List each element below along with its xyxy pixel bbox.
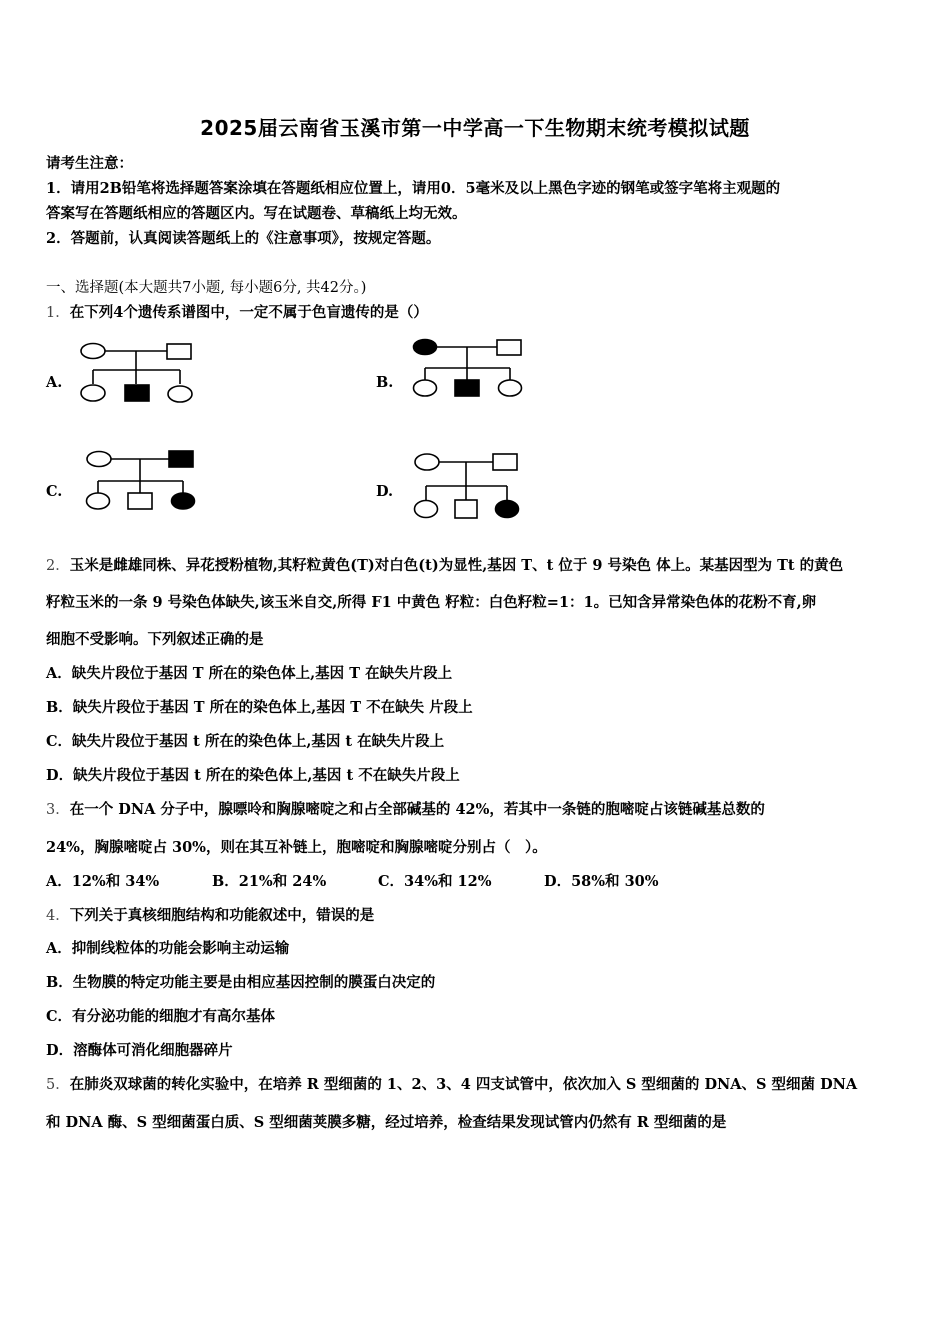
- option-d-label: D.: [376, 483, 394, 500]
- question-3-line2: 24%，胸腺嘧啶占 30%，则在其互补链上，胞嘧啶和胸腺嘧啶分别占（ ）。: [46, 839, 547, 856]
- q3-option-b: B．21%和 24%: [212, 873, 327, 890]
- female-normal-icon: [415, 501, 438, 518]
- question-1: [46, 301, 428, 322]
- question-2-line2: 籽粒玉米的一条 9 号染色体缺失,该玉米自交,所得 F1 中黄色 籽粒：白色籽粒=1：1。已知含异常染色体的花粉不育,卵: [46, 594, 817, 611]
- q3-option-d: D．58%和 30%: [544, 873, 659, 890]
- notice-item2: 2．答题前，认真阅读答题纸上的《注意事项》，按规定答题。: [46, 230, 441, 247]
- female-affected-icon: [496, 501, 519, 518]
- exam-title: 2025届云南省玉溪市第一中学高一下生物期末统考模拟试题: [200, 116, 750, 140]
- female-normal-icon: [414, 380, 437, 396]
- q4-option-c: C．有分泌功能的细胞才有高尔基体: [46, 1008, 276, 1025]
- female-normal-icon: [81, 385, 105, 401]
- male-affected-icon: [125, 385, 149, 401]
- male-normal-icon: [493, 454, 517, 470]
- q2-option-c: C．缺失片段位于基因 t 所在的染色体上,基因 t 在缺失片段上: [46, 733, 445, 750]
- question-4: [46, 904, 374, 925]
- female-normal-icon: [499, 380, 522, 396]
- question-stem: 玉米是雌雄同株、异花授粉植物,其籽粒黄色(T)对白色(t)为显性,基因 T、t 位于 9 号染色 体上。某基因型为 Tt 的黄色: [69, 557, 844, 574]
- male-normal-icon: [128, 493, 152, 509]
- pedigree-b: [410, 334, 540, 404]
- q3-option-c: C．34%和 12%: [378, 873, 492, 890]
- question-5-line2: 和 DNA 酶、S 型细菌蛋白质、S 型细菌荚膜多糖，经过培养，检查结果发现试管内仍然有 R 型细菌的是: [46, 1114, 727, 1131]
- q4-option-a: A．抑制线粒体的功能会影响主动运输: [46, 940, 290, 957]
- female-affected-icon: [172, 493, 195, 509]
- male-affected-icon: [455, 380, 479, 396]
- pedigree-a: [75, 338, 205, 408]
- question-2-line3: 细胞不受影响。下列叙述正确的是: [46, 631, 264, 648]
- question-number: 4．: [46, 908, 70, 924]
- male-affected-icon: [169, 451, 193, 467]
- question-3-line1: [46, 798, 765, 819]
- pedigree-c: [80, 446, 210, 516]
- q3-option-a: A．12%和 34%: [46, 873, 160, 890]
- section-heading: 一、选择题(本大题共7小题, 每小题6分, 共42分。): [46, 280, 367, 296]
- question-stem: 在肺炎双球菌的转化实验中，在培养 R 型细菌的 1、2、3、4 四支试管中，依次加入 S 型细菌的 DNA、S 型细菌 DNA: [69, 1076, 858, 1093]
- q2-option-a: A．缺失片段位于基因 T 所在的染色体上,基因 T 在缺失片段上: [46, 665, 453, 682]
- q4-option-d: D．溶酶体可消化细胞器碎片: [46, 1042, 233, 1059]
- female-normal-icon: [87, 493, 110, 509]
- pedigree-d: [410, 448, 540, 523]
- option-b-label: B.: [376, 374, 394, 391]
- male-normal-icon: [497, 340, 521, 355]
- question-number: 5．: [46, 1077, 70, 1093]
- question-stem: 在一个 DNA 分子中，腺嘌呤和胸腺嘧啶之和占全部碱基的 42%，若其中一条链的胞嘧啶占该链碱基总数的: [69, 801, 765, 818]
- female-normal-icon: [81, 344, 105, 359]
- option-a-label: A.: [46, 374, 63, 391]
- female-normal-icon: [87, 452, 111, 467]
- option-c-label: C.: [46, 483, 63, 500]
- notice-heading: 请考生注意：: [46, 155, 133, 172]
- question-number: 1．: [46, 305, 70, 321]
- q2-option-d: D．缺失片段位于基因 t 所在的染色体上,基因 t 不在缺失片段上: [46, 767, 460, 784]
- q4-option-b: B．生物膜的特定功能主要是由相应基因控制的膜蛋白决定的: [46, 974, 436, 991]
- question-5-line1: [46, 1073, 857, 1094]
- male-normal-icon: [455, 500, 477, 518]
- notice-item1-line1: 1．请用2B铅笔将选择题答案涂填在答题纸相应位置上，请用0．5毫米及以上黑色字迹的钢笔或签字笔将主观题的: [46, 180, 781, 197]
- q2-option-b: B．缺失片段位于基因 T 所在的染色体上,基因 T 不在缺失 片段上: [46, 699, 473, 716]
- notice-item1-line2: 答案写在答题纸相应的答题区内。写在试题卷、草稿纸上均无效。: [46, 205, 467, 222]
- female-normal-icon: [168, 386, 192, 402]
- male-normal-icon: [167, 344, 191, 359]
- female-normal-icon: [415, 454, 439, 470]
- question-number: 3．: [46, 802, 70, 818]
- question-stem: 在下列4个遗传系谱图中，一定不属于色盲遗传的是（）: [69, 304, 428, 321]
- q3-options: [46, 870, 710, 891]
- female-affected-icon: [414, 340, 437, 355]
- question-2-line1: [46, 554, 843, 575]
- question-number: 2．: [46, 558, 70, 574]
- question-stem: 下列关于真核细胞结构和功能叙述中，错误的是: [69, 907, 375, 924]
